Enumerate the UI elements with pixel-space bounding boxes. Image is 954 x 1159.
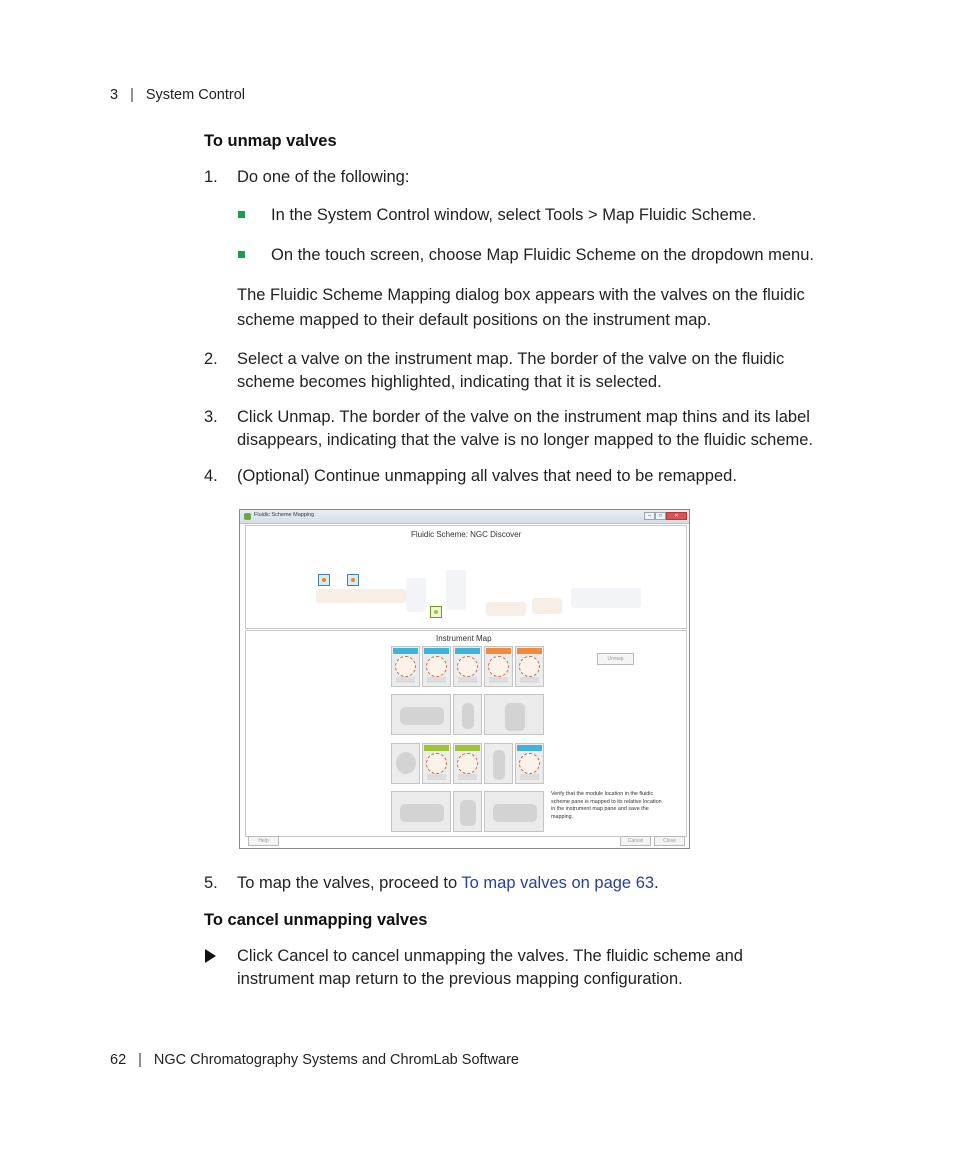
running-header bbox=[110, 87, 245, 103]
page-number: 62 bbox=[110, 1052, 127, 1068]
pump-module[interactable] bbox=[484, 791, 544, 832]
bullet-icon bbox=[238, 251, 245, 258]
valve-tile[interactable] bbox=[515, 743, 544, 784]
cancel-line-1: Click Cancel to cancel unmapping the valves. The fluidic scheme and bbox=[237, 947, 743, 965]
mixer-module[interactable] bbox=[453, 694, 482, 735]
scheme-collector bbox=[571, 588, 641, 608]
heading-unmap-valves: To unmap valves bbox=[204, 132, 337, 150]
step-1-text: Do one of the following: bbox=[237, 168, 410, 186]
scheme-tubing bbox=[316, 589, 406, 603]
window-titlebar bbox=[240, 510, 689, 524]
book-title: NGC Chromatography Systems and ChromLab Software bbox=[153, 1052, 519, 1068]
step-5-text-after: . bbox=[654, 874, 659, 892]
scheme-tubing bbox=[486, 602, 526, 616]
chapter-number: 3 bbox=[110, 87, 119, 103]
app-icon bbox=[244, 513, 251, 520]
fluidic-scheme-pane bbox=[245, 525, 687, 629]
step-2-line-1: Select a valve on the instrument map. The border of the valve on the fluidic bbox=[237, 350, 785, 368]
bullet-icon bbox=[238, 211, 245, 218]
heading-cancel-unmapping: To cancel unmapping valves bbox=[204, 911, 428, 929]
step-4-number: 4. bbox=[204, 467, 218, 485]
instruction-note bbox=[551, 791, 683, 821]
note-line: Verify that the module location in the fluidic bbox=[551, 791, 654, 797]
footer-separator: | bbox=[138, 1052, 142, 1068]
pump-module[interactable] bbox=[391, 694, 451, 735]
valve-tile[interactable] bbox=[453, 646, 482, 687]
valve-tile[interactable] bbox=[484, 646, 513, 687]
map-valves-link[interactable]: To map valves on page 63 bbox=[461, 874, 655, 892]
mixer-module[interactable] bbox=[453, 791, 482, 832]
fluidic-scheme-mapping-screenshot bbox=[239, 509, 690, 849]
bullet-2-text: On the touch screen, choose Map Fluidic Scheme on the dropdown menu. bbox=[271, 246, 814, 264]
valve-tile[interactable] bbox=[391, 646, 420, 687]
maximize-icon[interactable]: □ bbox=[655, 512, 666, 520]
detector-module[interactable] bbox=[484, 743, 513, 784]
valve-icon[interactable] bbox=[318, 574, 330, 586]
scheme-column bbox=[446, 570, 466, 610]
pump-module[interactable] bbox=[391, 791, 451, 832]
unmap-button[interactable]: Unmap bbox=[597, 653, 634, 665]
note-line: scheme pane is mapped to its relative location bbox=[551, 798, 662, 805]
minimize-icon[interactable]: – bbox=[644, 512, 655, 520]
help-button[interactable]: Help bbox=[248, 836, 279, 846]
valve-tile[interactable] bbox=[515, 646, 544, 687]
selected-valve-icon[interactable] bbox=[430, 606, 442, 618]
step-1-followup-line-2: scheme mapped to their default positions on the instrument map. bbox=[237, 311, 712, 329]
valve-tile[interactable] bbox=[453, 743, 482, 784]
note-line: mapping. bbox=[551, 813, 574, 820]
step-1-number: 1. bbox=[204, 168, 218, 186]
close-icon[interactable]: ✕ bbox=[666, 512, 687, 520]
step-5-text-before: To map the valves, proceed to bbox=[237, 874, 462, 892]
step-3-line-2: disappears, indicating that the valve is no longer mapped to the fluidic scheme. bbox=[237, 431, 814, 449]
window-title: Fluidic Scheme Mapping bbox=[254, 512, 315, 518]
empty-slot-module[interactable] bbox=[391, 743, 420, 784]
arrow-bullet-icon bbox=[205, 949, 216, 963]
step-1-followup-line-1: The Fluidic Scheme Mapping dialog box appears with the valves on the fluidic bbox=[237, 286, 805, 304]
cancel-button[interactable]: Cancel bbox=[620, 836, 651, 846]
bullet-1-text: In the System Control window, select Tools > Map Fluidic Scheme. bbox=[271, 206, 757, 224]
step-3-line-1: Click Unmap. The border of the valve on the instrument map thins and its label bbox=[237, 408, 810, 426]
injection-module[interactable] bbox=[484, 694, 544, 735]
step-2-line-2: scheme becomes highlighted, indicating that it is selected. bbox=[237, 373, 662, 391]
header-separator: | bbox=[130, 87, 134, 103]
chapter-title: System Control bbox=[145, 87, 245, 103]
valve-icon[interactable] bbox=[347, 574, 359, 586]
step-5-text bbox=[237, 872, 659, 895]
close-button[interactable]: Close bbox=[654, 836, 685, 846]
valve-tile[interactable] bbox=[422, 743, 451, 784]
cancel-line-2: instrument map return to the previous mapping configuration. bbox=[237, 970, 683, 988]
step-2-number: 2. bbox=[204, 350, 218, 368]
page-footer bbox=[110, 1052, 519, 1068]
scheme-pump bbox=[406, 578, 426, 612]
instrument-map-title: Instrument Map bbox=[436, 634, 492, 643]
note-line: in the instrument map pane and save the bbox=[551, 806, 649, 812]
step-3-number: 3. bbox=[204, 408, 218, 426]
fluidic-scheme-title: Fluidic Scheme: NGC Discover bbox=[411, 530, 522, 539]
step-5-number: 5. bbox=[204, 874, 218, 892]
step-4-text: (Optional) Continue unmapping all valves that need to be remapped. bbox=[237, 467, 737, 485]
scheme-detector bbox=[532, 598, 562, 614]
valve-tile[interactable] bbox=[422, 646, 451, 687]
